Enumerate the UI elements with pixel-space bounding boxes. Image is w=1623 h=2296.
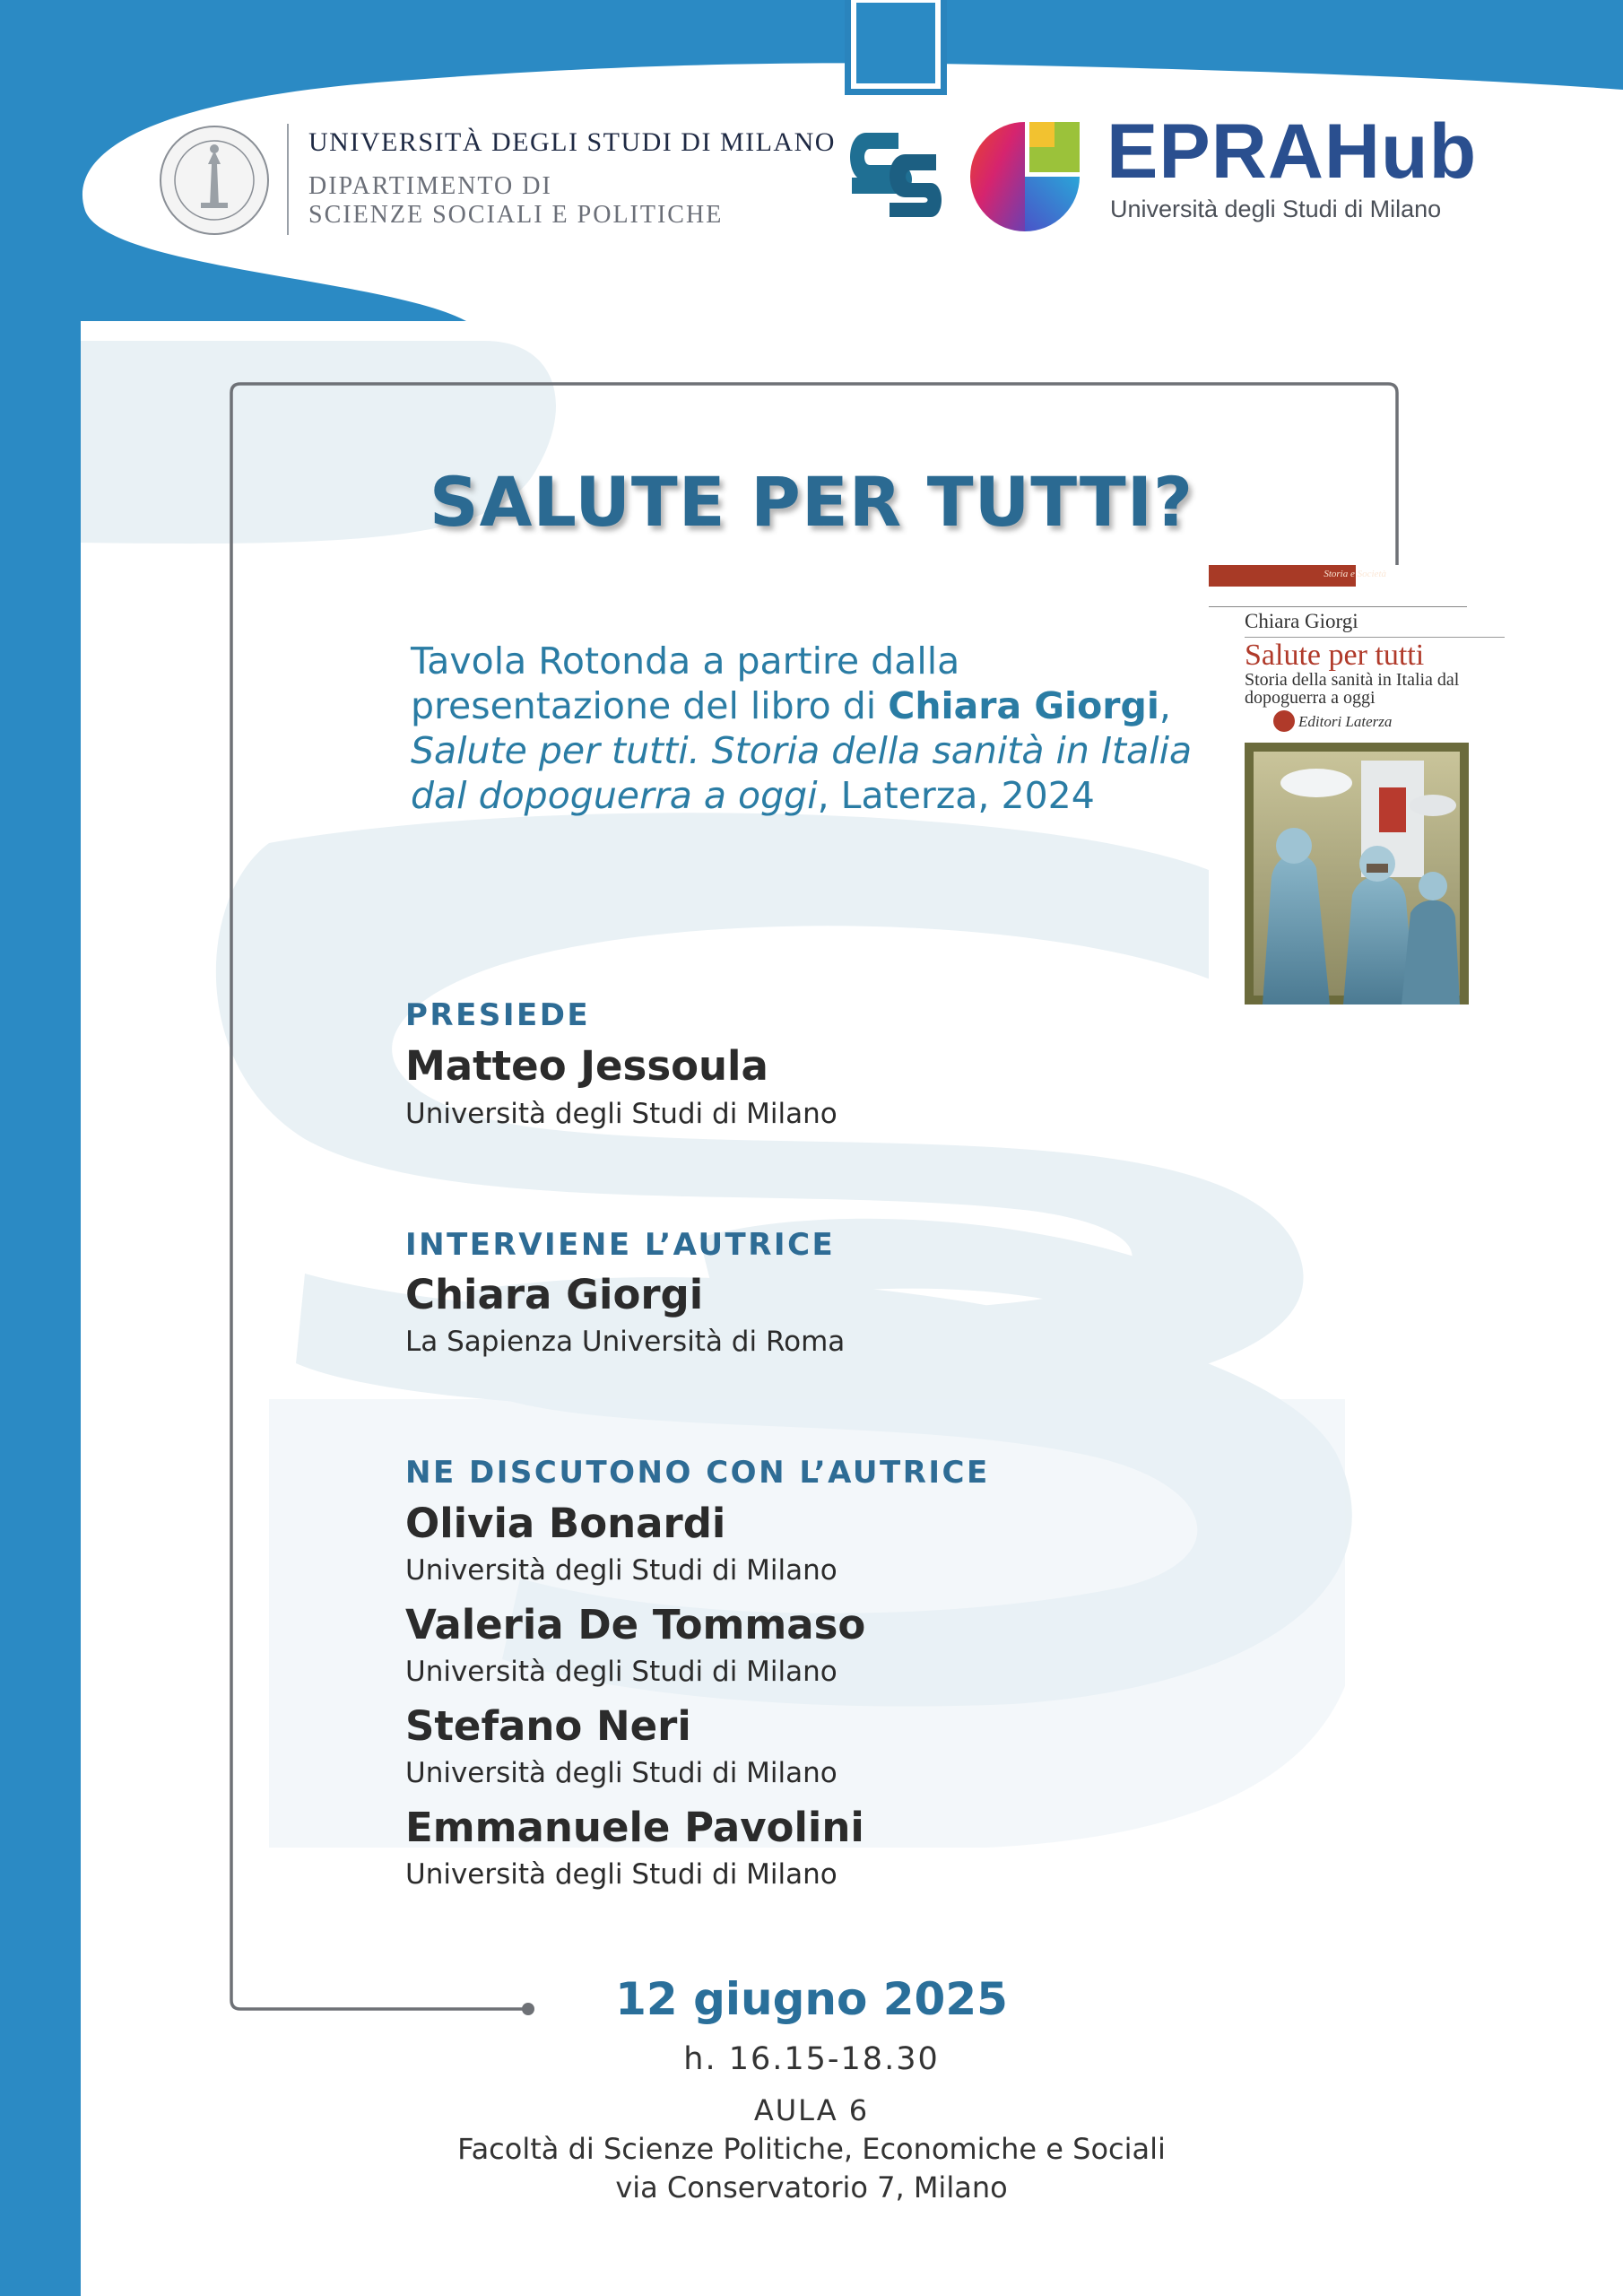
event-room: AULA 6 [753,2093,870,2127]
sps-logo-icon [845,124,943,224]
book-rule [1209,606,1467,607]
event-date: 12 giugno 2025 [615,1973,1008,2025]
discussant-affiliation: Università degli Studi di Milano [405,1554,838,1587]
author-label: INTERVIENE L’AUTRICE [405,1227,836,1263]
laterza-logo-icon [1273,710,1295,732]
discussant-affiliation: Università degli Studi di Milano [405,1858,838,1891]
discussant-name: Olivia Bonardi [405,1500,726,1547]
epra-subtitle: Università degli Studi di Milano [1110,196,1442,222]
university-seal-icon [158,124,271,237]
book-series: Storia e Società [1324,569,1386,579]
event-title: SALUTE PER TUTTI? [429,462,1194,542]
book-cover [1209,565,1505,1008]
epra-title: EPRAHub [1107,109,1478,195]
chair-name: Matteo Jessoula [405,1042,768,1090]
book-subtitle: Storia della sanità in Italia dal dopoguerra a oggi [1245,670,1460,708]
discussant-affiliation: Università degli Studi di Milano [405,1656,838,1688]
event-faculty: Facoltà di Scienze Politiche, Economiche e Sociali [457,2132,1166,2166]
intro-text-1: Tavola Rotonda a partire dalla presentazione del libro di [411,639,960,727]
event-address: via Conservatorio 7, Milano [615,2170,1008,2205]
discussant-name: Emmanuele Pavolini [405,1804,864,1851]
discussant-name: Valeria De Tommaso [405,1601,866,1648]
department-line-2: SCIENZE SOCIALI E POLITICHE [308,201,724,229]
author-affiliation: La Sapienza Università di Roma [405,1326,846,1358]
intro-author: Chiara Giorgi [888,684,1159,727]
chair-affiliation: Università degli Studi di Milano [405,1098,838,1130]
intro-text-3: , Laterza, 2024 [817,774,1095,817]
discussants-label: NE DISCUTONO CON L’AUTRICE [405,1455,990,1491]
book-title: Salute per tutti [1245,639,1425,672]
epra-color-wheel-icon [970,122,1080,231]
intro-book-title: Salute per tutti. Storia della sanità in Italia dal dopoguerra a oggi [411,729,1193,817]
university-name: UNIVERSITÀ DEGLI STUDI DI MILANO [308,127,836,157]
discussant-name: Stefano Neri [405,1702,691,1750]
book-publisher: Editori Laterza [1298,713,1393,730]
event-time: h. 16.15-18.30 [683,2041,940,2077]
department-line-1: DIPARTIMENTO DI [308,172,552,200]
discussant-affiliation: Università degli Studi di Milano [405,1757,838,1789]
event-intro [411,639,1209,818]
chair-label: PRESIEDE [405,997,591,1033]
book-rule [1245,637,1505,638]
header-divider [287,124,289,235]
book-cover-photo [1245,743,1469,1004]
intro-text-2: , [1159,684,1171,727]
author-name: Chiara Giorgi [405,1271,704,1318]
book-author: Chiara Giorgi [1245,610,1358,632]
